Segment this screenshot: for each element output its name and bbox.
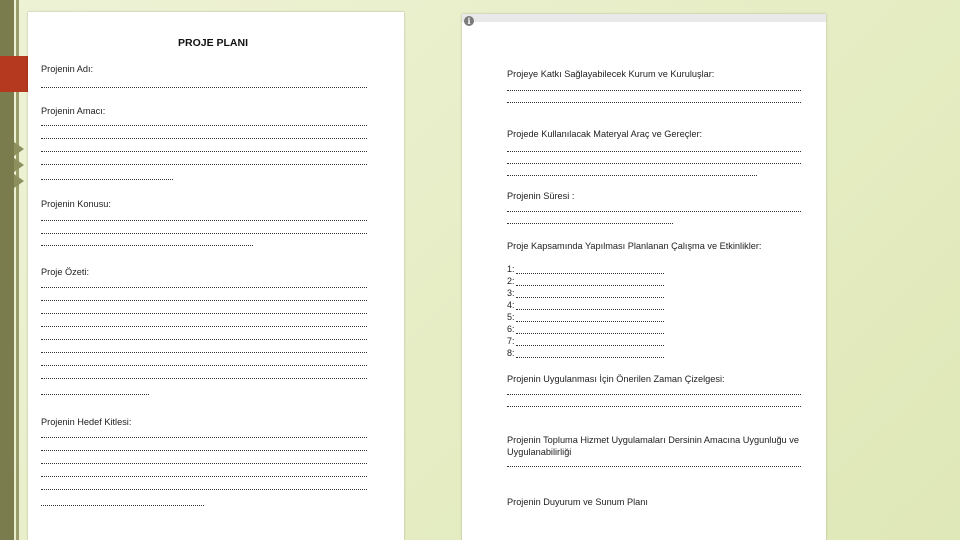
fill-line xyxy=(507,163,801,164)
document-page-right xyxy=(462,14,826,540)
numbered-line: 6: xyxy=(507,324,664,334)
section-label-sure: Projenin Süresi : xyxy=(507,191,575,201)
fill-line xyxy=(41,300,367,301)
fill-line xyxy=(41,220,367,221)
fill-line xyxy=(507,466,801,467)
decor-arrow xyxy=(14,174,24,188)
fill-line xyxy=(41,352,367,353)
numbered-line: 8: xyxy=(507,348,664,358)
fill-line xyxy=(41,463,367,464)
fill-line xyxy=(41,287,367,288)
fill-line xyxy=(41,313,367,314)
numbered-line: 3: xyxy=(507,288,664,298)
document-page-left xyxy=(28,12,404,540)
fill-line xyxy=(41,505,204,506)
fill-line xyxy=(507,175,757,176)
fill-line xyxy=(41,394,149,395)
fill-line xyxy=(41,151,367,152)
fill-line xyxy=(41,365,367,366)
fill-line xyxy=(41,233,367,234)
decor-arrow xyxy=(14,158,24,172)
section-label-amaci: Projenin Amacı: xyxy=(41,106,106,116)
numbered-line: 7: xyxy=(507,336,664,346)
fill-line xyxy=(507,211,801,212)
fill-line xyxy=(41,164,367,165)
numbered-line: 4: xyxy=(507,300,664,310)
fill-line xyxy=(41,450,367,451)
fill-line xyxy=(507,223,673,224)
page-title: PROJE PLANI xyxy=(178,37,249,49)
section-label-calisma: Proje Kapsamında Yapılması Planlanan Çalışma ve Etkinlikler: xyxy=(507,241,762,251)
fill-line xyxy=(507,406,801,407)
fill-line xyxy=(41,138,367,139)
section-label-adi: Projenin Adı: xyxy=(41,64,94,74)
fill-line xyxy=(41,326,367,327)
section-label-zaman: Projenin Uygulanması İçin Önerilen Zaman Çizelgesi: xyxy=(507,374,725,384)
fill-line xyxy=(507,394,801,395)
section-label-hedef: Projenin Hedef Kitlesi: xyxy=(41,417,132,427)
numbered-line: 5: xyxy=(507,312,664,322)
fill-line xyxy=(507,151,801,152)
section-label-ozeti: Proje Özeti: xyxy=(41,267,89,277)
fill-line xyxy=(41,437,367,438)
fill-line xyxy=(41,125,367,126)
section-label-konusu: Projenin Konusu: xyxy=(41,199,111,209)
section-label-toplum: Projenin Topluma Hizmet Uygulamaları Dersinin Amacına Uygunluğu ve xyxy=(507,435,799,445)
fill-line xyxy=(41,489,367,490)
fill-line xyxy=(507,102,801,103)
fill-line xyxy=(41,179,173,180)
section-label-malzeme: Projede Kullanılacak Materyal Araç ve Gereçler: xyxy=(507,129,703,139)
decor-arrow xyxy=(14,142,24,156)
fill-line xyxy=(41,87,367,88)
page-toolbar-strip xyxy=(462,14,826,22)
numbered-line: 1: xyxy=(507,264,664,274)
numbered-line: 2: xyxy=(507,276,664,286)
fill-line xyxy=(41,476,367,477)
fill-line xyxy=(41,339,367,340)
section-label-toplum-cont: Uygulanabilirliği xyxy=(507,447,572,457)
fill-line xyxy=(41,245,253,246)
section-label-duyurum: Projenin Duyurum ve Sunum Planı xyxy=(507,497,648,507)
fill-line xyxy=(507,90,801,91)
section-label-katki: Projeye Katkı Sağlayabilecek Kurum ve Kuruluşlar: xyxy=(507,69,715,79)
accent-block xyxy=(0,56,30,92)
fill-line xyxy=(41,378,367,379)
info-icon[interactable]: i xyxy=(464,16,474,26)
